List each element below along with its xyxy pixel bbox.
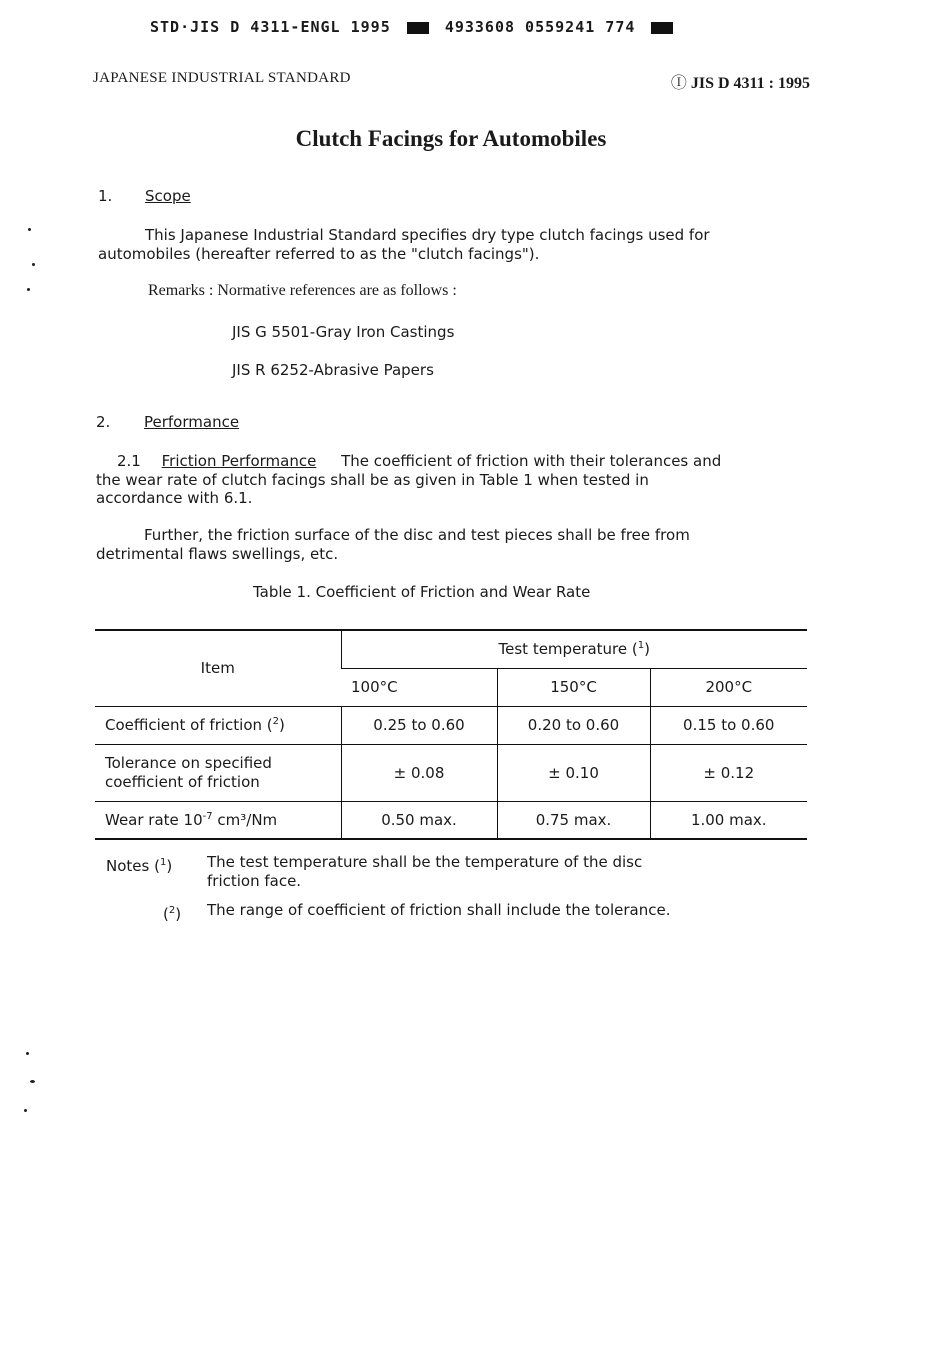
remarks: Remarks : Normative references are as follows :: [148, 282, 457, 299]
wear-unit: cm³/Nm: [212, 810, 278, 829]
coefficient-label: Coefficient of friction (: [105, 716, 273, 734]
subsection-2-1-line1: [117, 452, 721, 471]
wear-100: 0.50 max.: [341, 801, 497, 839]
section-1-number: 1.: [98, 187, 113, 205]
scope-para-line1: This Japanese Industrial Standard specifies dry type clutch facings used for: [145, 226, 710, 244]
tol-150: ± 0.10: [497, 744, 650, 801]
jis-mark-icon: Ⓘ: [670, 75, 687, 92]
subsection-2-1-text: The coefficient of friction with their tolerances and: [341, 452, 722, 470]
scan-dot: [24, 1109, 27, 1112]
subsection-2-1-heading: Friction Performance: [161, 452, 317, 470]
notes-label-text: Notes (: [106, 857, 160, 875]
temp-150: 150°C: [497, 668, 650, 706]
std-code-part1: STD·JIS D 4311-ENGL 1995: [150, 18, 391, 36]
wear-exponent: -7: [202, 810, 213, 822]
note-2-marker: ($^2$): [163, 905, 182, 923]
subsection-2-1-line2: the wear rate of clutch facings shall be as given in Table 1 when tested in: [96, 471, 649, 489]
table-row: [95, 744, 807, 801]
scan-dot: [32, 263, 35, 266]
standard-code: [671, 70, 810, 93]
friction-table: [95, 629, 807, 840]
note-2-text: The range of coefficient of friction shall include the tolerance.: [207, 901, 671, 919]
section-2-heading: Performance: [144, 413, 240, 431]
subsection-2-1-number: 2.1: [117, 452, 141, 470]
reference-1: JIS G 5501-Gray Iron Castings: [232, 323, 455, 341]
subsection-2-1-line3: accordance with 6.1.: [96, 489, 253, 507]
tol-100: ± 0.08: [341, 744, 497, 801]
row-label-tolerance: [95, 744, 341, 801]
standard-number: JIS D 4311 : 1995: [690, 75, 810, 92]
table-row: [95, 801, 807, 839]
scan-dot: [30, 1080, 35, 1083]
tolerance-label-line2: coefficient of friction: [105, 772, 260, 791]
row-label-coefficient: [95, 706, 341, 744]
further-line1: Further, the friction surface of the disc and test pieces shall be free from: [144, 526, 690, 544]
coef-150: 0.20 to 0.60: [497, 706, 650, 744]
coefficient-label-end: ): [279, 716, 285, 734]
test-temperature-label: Test temperature (: [498, 640, 638, 659]
tol-200: ± 0.12: [650, 744, 807, 801]
wear-200: 1.00 max.: [650, 801, 807, 839]
reference-2: JIS R 6252-Abrasive Papers: [232, 361, 434, 379]
coef-100: 0.25 to 0.60: [341, 706, 497, 744]
temp-200: 200°C: [650, 668, 807, 706]
std-code-part2: 4933608 0559241 774: [444, 18, 636, 36]
footnote-ref-1: 1: [637, 640, 645, 652]
tolerance-label-line1: Tolerance on specified: [105, 753, 272, 772]
black-block-1: [407, 22, 429, 34]
scan-dot: [27, 288, 30, 291]
test-temperature-header: Test temperature ($^1$): [341, 630, 807, 668]
footnote-ref-2: 2: [272, 716, 279, 727]
note-2-number: 2: [168, 905, 176, 916]
table-row: [95, 706, 807, 744]
black-block-2: [651, 22, 673, 34]
page-title: Clutch Facings for Automobiles: [295, 126, 607, 151]
notes-label: Notes ($^1$): [106, 857, 173, 875]
note-1-line2: friction face.: [207, 872, 302, 890]
wear-label: Wear rate 10: [105, 810, 203, 829]
row-label-wear: [95, 801, 341, 839]
scan-dot: [26, 1052, 29, 1055]
temp-100: 100°C: [341, 668, 497, 706]
org-header: JAPANESE INDUSTRIAL STANDARD: [93, 70, 351, 86]
note-1-line1: The test temperature shall be the temperature of the disc: [207, 853, 643, 871]
coef-200: 0.15 to 0.60: [650, 706, 807, 744]
std-code-line: [150, 18, 679, 36]
item-header: Item: [95, 630, 341, 706]
scan-dot: [28, 228, 31, 231]
section-1-heading: Scope: [145, 187, 191, 205]
table-1-caption: Table 1. Coefficient of Friction and Wear Rate: [253, 583, 591, 601]
scope-para-line2: automobiles (hereafter referred to as the "clutch facings").: [98, 245, 540, 263]
section-2-number: 2.: [96, 413, 111, 431]
further-line2: detrimental flaws swellings, etc.: [96, 545, 339, 563]
note-1-marker: 1: [159, 857, 167, 868]
wear-150: 0.75 max.: [497, 801, 650, 839]
